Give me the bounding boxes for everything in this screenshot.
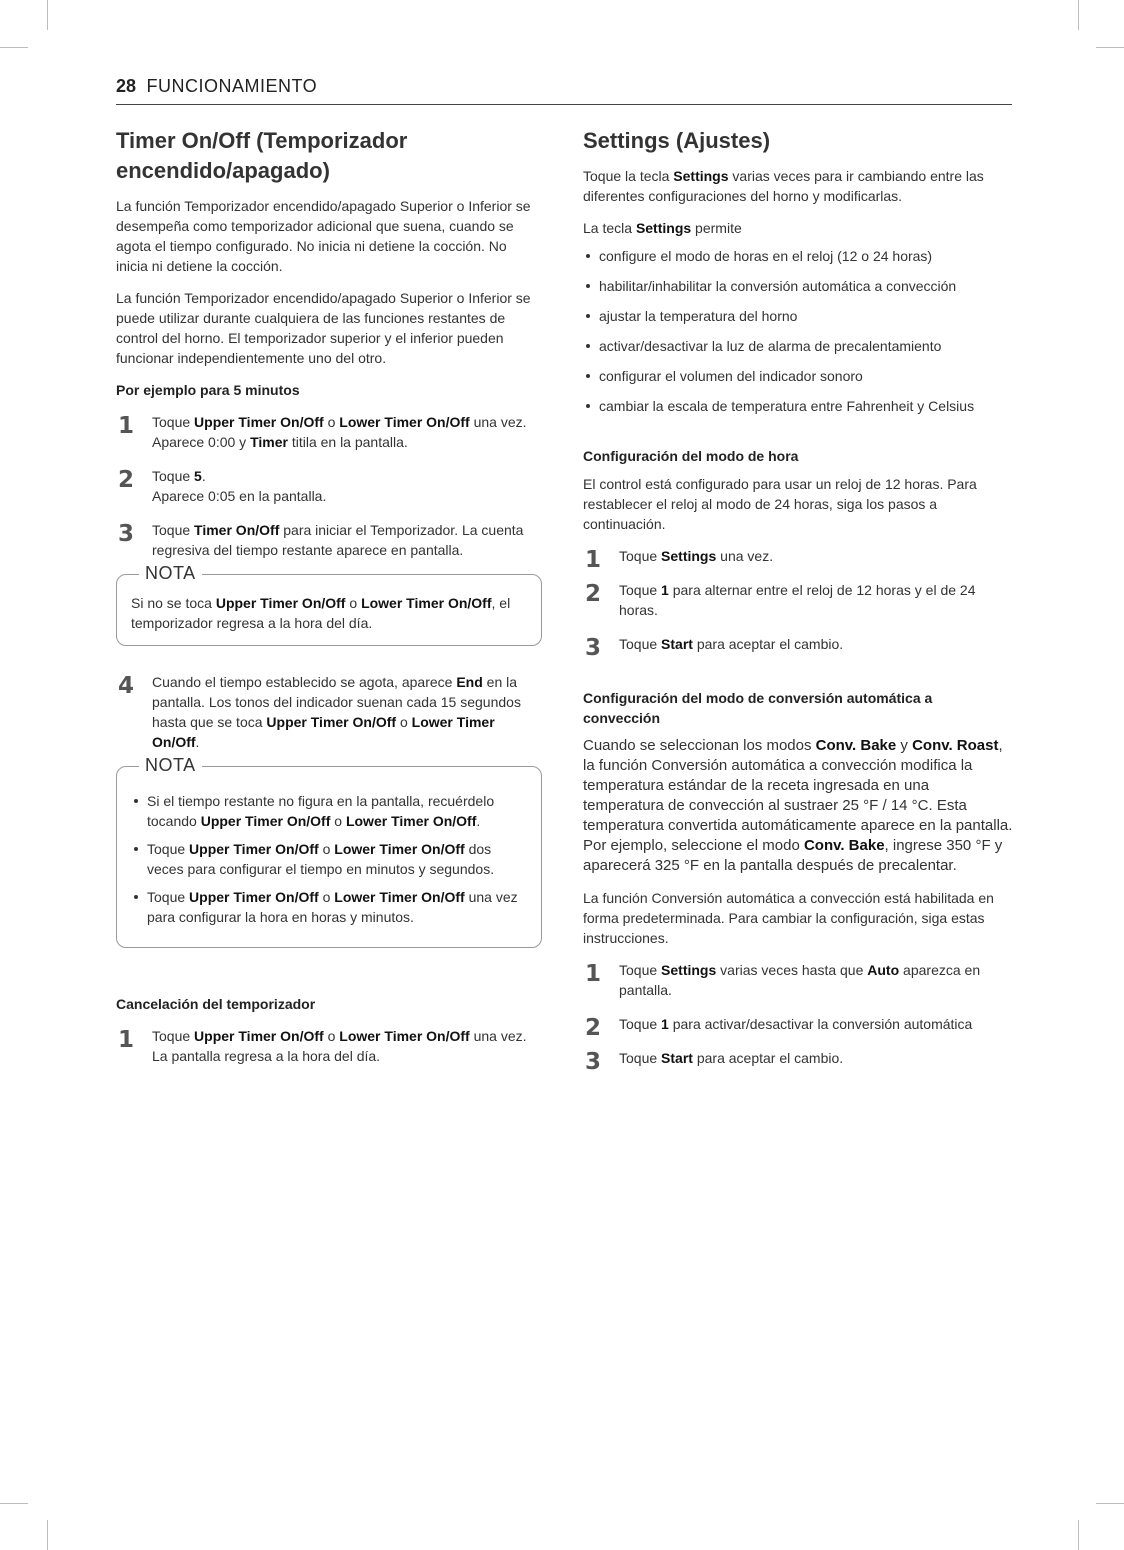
step-2 (116, 466, 542, 506)
step-text (152, 672, 542, 752)
timer-steps (116, 412, 542, 560)
step-number: 2 (585, 1015, 602, 1041)
note-title: NOTA (139, 563, 202, 584)
bold-text: End (456, 674, 483, 690)
bold-text: Lower Timer On/Off (152, 714, 495, 750)
step-number: 4 (118, 673, 135, 699)
bold-text: 1 (661, 582, 669, 598)
text: permite (691, 220, 742, 236)
text: , la función Conversión automática a convección modifica la temperatura estándar de la receta ingresada en una temperatura de convección al sustraer 25 °F / 14 °C. Esta temperatura convertida automáticamente aparece en la pantalla. Por ejemplo, seleccione el modo (583, 737, 1013, 854)
text: Toque (619, 548, 662, 564)
note-box (116, 755, 542, 948)
text: o (330, 813, 346, 829)
note-text (131, 593, 527, 633)
text: Si el tiempo restante no figura en la pantalla, recuérdelo tocando (147, 793, 495, 829)
text: titila en la pantalla. (287, 434, 408, 450)
spacer (583, 426, 1013, 446)
text: una vez. (469, 1028, 527, 1044)
settings-item: configure el modo de horas en el reloj (12 o 24 horas) (583, 246, 1013, 266)
crop-mark-top-left-h (0, 47, 28, 48)
clock-step-3 (583, 634, 1013, 661)
text: Toque la tecla (583, 168, 674, 184)
text: para activar/desactivar la conversión automática (668, 1016, 973, 1032)
cancel-step-1 (116, 1026, 542, 1066)
settings-item: configurar el volumen del indicador sonoro (583, 366, 1013, 386)
text: o (323, 414, 340, 430)
bold-text: Settings (673, 168, 729, 184)
step-text (152, 412, 542, 432)
crop-mark-bottom-left-v (47, 1520, 48, 1550)
conv-heading: Configuración del modo de conversión automática a convección (583, 690, 933, 726)
text: una vez. (716, 548, 774, 564)
bold-text: Lower Timer On/Off (361, 595, 492, 611)
bold-text: 1 (661, 1016, 669, 1032)
settings-item: cambiar la escala de temperatura entre Fahrenheit y Celsius (583, 396, 1013, 416)
settings-item: habilitar/inhabilitar la conversión automática a convección (583, 276, 1013, 296)
text: Toque (152, 468, 195, 484)
step-4 (116, 672, 542, 752)
bold-text: Start (661, 1050, 693, 1066)
bold-text: Lower Timer On/Off (339, 1028, 470, 1044)
crop-mark-top-right-h (1096, 47, 1124, 48)
step-text (152, 1026, 542, 1046)
text: para iniciar el Temporizador. La cuenta regresiva del tiempo restante aparece en pantalla. (152, 522, 524, 558)
step-text (619, 1014, 1013, 1034)
step-number: 1 (118, 1027, 135, 1053)
bold-text: Conv. Bake (803, 837, 885, 854)
bold-text: Upper Timer On/Off (215, 595, 346, 611)
bold-text: Upper Timer On/Off (189, 841, 319, 857)
text: o (318, 889, 335, 905)
bold-text: Lower Timer On/Off (334, 841, 465, 857)
step-number: 2 (118, 467, 135, 493)
bold-text: Upper Timer On/Off (189, 889, 319, 905)
bold-text: Lower Timer On/Off (345, 813, 477, 829)
timer-intro-1: La función Temporizador encendido/apagado Superior o Inferior se desempeña como temporizador adicional que suena, cuando se agota el tiempo configurado. No inicia ni detiene la cocción. No inicia ni detiene la cocción. (116, 198, 531, 274)
text: Aparece 0:00 y (152, 434, 251, 450)
clock-step-2 (583, 580, 1013, 620)
text: o (323, 1028, 340, 1044)
page-header (116, 76, 1012, 105)
conv-paragraph-2: La función Conversión automática a convección está habilitada en forma predeterminada. Para cambiar la configuración, siga estas instrucciones. (583, 890, 994, 946)
bold-text: Upper Timer On/Off (194, 414, 324, 430)
text: . (195, 734, 200, 750)
step-3 (116, 520, 542, 560)
conv-paragraph-1 (583, 736, 1013, 876)
text: dos veces para configurar el tiempo en minutos y segundos. (147, 841, 495, 877)
bold-text: Conv. Bake (815, 737, 897, 754)
step-result: Aparece 0:05 en la pantalla. (152, 488, 327, 504)
text: o (345, 595, 362, 611)
step-text (619, 546, 1013, 566)
text: Toque (619, 636, 662, 652)
bold-text: Upper Timer On/Off (194, 1028, 324, 1044)
text: Toque (619, 962, 662, 978)
text: para alternar entre el reloj de 12 horas y el de 24 horas. (619, 582, 976, 618)
clock-steps (583, 546, 1013, 661)
right-column (583, 126, 1013, 1082)
step-number: 3 (585, 635, 602, 661)
bold-text: Conv. Roast (912, 737, 999, 754)
step-number: 2 (585, 581, 602, 607)
step-result: La pantalla regresa a la hora del día. (152, 1048, 381, 1064)
crop-mark-bottom-left-h (0, 1503, 28, 1504)
crop-mark-top-right-v (1078, 0, 1079, 30)
text: Si no se toca (131, 595, 216, 611)
cancel-heading: Cancelación del temporizador (116, 996, 316, 1012)
text: para aceptar el cambio. (692, 636, 844, 652)
text: Cuando el tiempo establecido se agota, aparece (152, 674, 457, 690)
text: aparezca en pantalla. (619, 962, 981, 998)
step-text (619, 580, 1013, 620)
bold-text: Start (661, 636, 693, 652)
bold-text: Timer On/Off (194, 522, 280, 538)
timer-title: Timer On/Off (Temporizador encendido/apagado) (116, 128, 408, 183)
note-box (116, 563, 542, 646)
text: Toque (619, 1016, 662, 1032)
conv-step-3 (583, 1048, 1013, 1075)
crop-mark-bottom-right-h (1096, 1503, 1124, 1504)
bold-text: Upper Timer On/Off (200, 813, 331, 829)
step-number: 1 (585, 547, 602, 573)
step-text (619, 634, 1013, 654)
step-text (152, 520, 542, 560)
text: o (396, 714, 412, 730)
text: La tecla (583, 220, 636, 236)
text: varias veces para ir cambiando entre las diferentes configuraciones del horno y modificarlas. (583, 168, 984, 204)
crop-mark-top-left-v (47, 0, 48, 30)
settings-title: Settings (Ajustes) (583, 128, 771, 153)
timer-steps-cont (116, 672, 542, 752)
bold-text: Upper Timer On/Off (266, 714, 397, 730)
text: o (318, 841, 335, 857)
conv-step-1 (583, 960, 1013, 1000)
bold-text: Settings (661, 962, 717, 978)
left-column (116, 126, 542, 1080)
text: varias veces hasta que (716, 962, 868, 978)
spacer (116, 974, 542, 994)
bold-text: 5 (194, 468, 202, 484)
step-text (619, 960, 1013, 1000)
text: Toque (619, 1050, 662, 1066)
text: . (476, 813, 481, 829)
note-item (131, 839, 527, 879)
settings-list (583, 246, 1013, 416)
example-heading: Por ejemplo para 5 minutos (116, 382, 300, 398)
conv-steps (583, 960, 1013, 1075)
note-item (131, 887, 527, 927)
bold-text: Settings (635, 220, 692, 236)
note-item (131, 791, 527, 831)
settings-intro-1 (583, 166, 1013, 206)
step-1 (116, 412, 542, 452)
crop-mark-bottom-right-v (1078, 1520, 1079, 1550)
text: , ingrese 350 °F y aparecerá 325 °F en la pantalla después de precalentar. (583, 837, 1003, 874)
text: Toque (152, 1028, 195, 1044)
text: y (896, 737, 913, 754)
spacer (583, 668, 1013, 688)
clock-heading: Configuración del modo de hora (583, 448, 799, 464)
text: Toque (619, 582, 662, 598)
timer-intro-2: La función Temporizador encendido/apagado Superior o Inferior se puede utilizar durante cualquiera de las funciones restantes de control del horno. El temporizador superior y el inferior pueden funcionar independientemente uno del otro. (116, 290, 531, 366)
bold-text: Lower Timer On/Off (334, 889, 465, 905)
text: , el temporizador regresa a la hora del día. (131, 595, 511, 631)
bold-text: Lower Timer On/Off (339, 414, 470, 430)
cancel-steps (116, 1026, 542, 1066)
text: en la pantalla. Los tonos del indicador suenan cada 15 segundos hasta que se toca (152, 674, 521, 730)
step-text (152, 466, 542, 486)
note-title: NOTA (139, 755, 202, 776)
text: una vez para configurar la hora en horas y minutos. (147, 889, 518, 925)
step-result (152, 432, 542, 452)
settings-item: activar/desactivar la luz de alarma de precalentamiento (583, 336, 1013, 356)
step-number: 3 (118, 521, 135, 547)
text: para aceptar el cambio. (692, 1050, 844, 1066)
step-number: 1 (118, 413, 135, 439)
text: Toque (147, 889, 190, 905)
section-title: FUNCIONAMIENTO (146, 76, 318, 96)
clock-intro: El control está configurado para usar un reloj de 12 horas. Para restablecer el reloj al modo de 24 horas, siga los pasos a continuación. (583, 476, 977, 532)
text: Toque (152, 414, 195, 430)
bold-text: Settings (661, 548, 717, 564)
step-number: 3 (585, 1049, 602, 1075)
bold-text: Timer (250, 434, 288, 450)
text: una vez. (469, 414, 527, 430)
step-number: 1 (585, 961, 602, 987)
bold-text: Auto (867, 962, 900, 978)
text: Toque (152, 522, 195, 538)
text: Cuando se seleccionan los modos (583, 737, 816, 754)
settings-item: ajustar la temperatura del horno (583, 306, 1013, 326)
step-text (619, 1048, 1013, 1068)
settings-intro-2 (583, 218, 1013, 238)
page-number: 28 (116, 76, 137, 96)
text: . (201, 468, 206, 484)
conv-step-2 (583, 1014, 1013, 1041)
note-list (131, 791, 527, 927)
clock-step-1 (583, 546, 1013, 573)
text: Toque (147, 841, 190, 857)
